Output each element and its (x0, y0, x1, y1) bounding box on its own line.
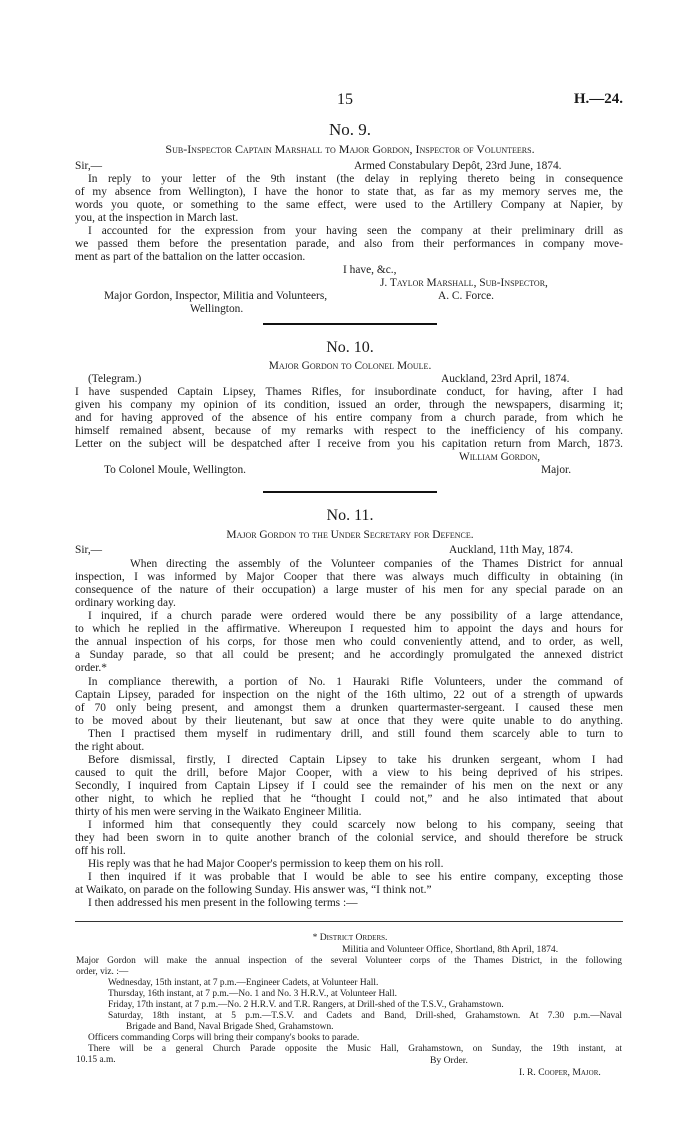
footnote-by-order: By Order. (430, 1055, 468, 1066)
letter-9-addressee: Major Gordon, Inspector, Militia and Volunteers, (104, 290, 328, 302)
letter-10-signature-rank: Major. (541, 464, 572, 476)
text-line: we passed them before the presentation parade, and also from their performances in company move- (75, 238, 623, 250)
letter-10-mode: (Telegram.) (88, 373, 142, 385)
text-line: of 70 only being present, and amongst them a drunken quartermaster-sergeant. I caused these men (75, 702, 623, 714)
text-line: thirty of his men were serving in the Waikato Engineer Militia. (75, 806, 362, 818)
text-line: Thursday, 16th instant, at 7 p.m.—No. 1 and No. 3 H.R.V., at Volunteer Hall. (108, 989, 397, 999)
text-line: Friday, 17th instant, at 7 p.m.—No. 2 H.R.V. and T.R. Rangers, at Drill-shed of the T.S.V., Grahamstown. (108, 1000, 504, 1010)
text-line: at Waikato, on parade on the following Sunday. His answer was, “I think not.” (75, 884, 432, 896)
letter-9-salutation: Sir,— (75, 160, 103, 172)
letter-9-title: Sub-Inspector Captain Marshall to Major Gordon, Inspector of Volunteers. (165, 142, 535, 156)
page-number: 15 (337, 91, 353, 108)
text-line: Before dismissal, firstly, I directed Captain Lipsey to take his drunken sergeant, whom I had (88, 754, 623, 766)
text-line: Saturday, 18th instant, at 5 p.m.—T.S.V. and Cadets and Band, Drill-shed, Grahamstown. At 7.30 p.m.—Naval (108, 1011, 622, 1021)
text-line: There will be a general Church Parade opposite the Music Hall, Grahamstown, on Sunday, the 19th instant, at (88, 1044, 622, 1054)
text-line: a Sunday parade, so that all could be present; and he accordingly promulgated the annexed district (75, 649, 623, 661)
text-line: Letter on the subject will be despatched after I receive from you his capitation return from March, 1873. (75, 438, 623, 450)
text-line: order, viz. :— (76, 967, 129, 977)
text-line: off his roll. (75, 845, 126, 857)
text-line: Wednesday, 15th instant, at 7 p.m.—Engineer Cadets, at Volunteer Hall. (108, 978, 379, 988)
text-line: other night, to which he replied that he “thought I could not,” and he also intimated that about (75, 793, 623, 805)
text-line: I informed him that consequently they could scarcely now belong to his company, seeing that (88, 819, 623, 831)
text-line: Brigade and Band, Naval Brigade Shed, Grahamstown. (126, 1022, 334, 1032)
text-line: caused to quit the drill, before Major Cooper, with a view to his being deprived of his stripes. (75, 767, 623, 779)
letter-9-addressee-place: Wellington. (190, 303, 244, 315)
letter-10-signature: William Gordon, (459, 451, 541, 463)
letter-10-number: No. 10. (326, 339, 374, 356)
text-line: they had been sworn in to quite another branch of the colonial service, and should therefore be struck (75, 832, 623, 844)
text-line: to be moved about by their lieutenant, but saw at once that they were quite unable to do anything. (75, 715, 623, 727)
text-line: the right about. (75, 741, 145, 753)
text-line: consequence of the nature of their occupation) a large muster of his men for any special parade on an (75, 584, 623, 596)
text-line: and for having approved of the absence of his entire company from a church parade, from which he (75, 412, 623, 424)
text-line: His reply was that he had Major Cooper's permission to keep them on his roll. (88, 858, 444, 870)
text-line: In compliance therewith, a portion of No. 1 Hauraki Rifle Volunteers, under the command of (88, 676, 623, 688)
text-line: I then inquired if it was probable that I would be able to see his entire company, excepting those (88, 871, 623, 883)
letter-9-signature-rank: A. C. Force. (438, 290, 494, 302)
section-divider (263, 323, 437, 325)
text-line: himself remained absent, because of my remarks with respect to the inefficiency of his company. (75, 425, 623, 437)
text-line: the annual inspection of his corps, for those men who could conveniently attend, and to order, as well, (75, 636, 623, 648)
letter-9-number: No. 9. (328, 120, 372, 139)
text-line: order.* (75, 662, 107, 674)
text-line: Captain Lipsey, paraded for inspection on the night of the 16th ultimo, 22 out of a strength of upwards (75, 689, 623, 701)
text-line: I then addressed his men present in the following terms :— (88, 897, 358, 909)
text-line: ordinary working day. (75, 597, 176, 609)
text-line: given his company my opinion of its condition, issued an order, through the newspapers, disarming it; (75, 399, 623, 411)
text-line: you, at the inspection in March last. (75, 212, 239, 224)
letter-11-location-date: Auckland, 11th May, 1874. (449, 544, 574, 556)
footnote-divider (75, 921, 623, 922)
letter-11-number: No. 11. (326, 507, 374, 524)
letter-10-location-date: Auckland, 23rd April, 1874. (441, 373, 570, 385)
text-line: inspection, I was informed by Major Cooper that there was always much difficulty in obtaining (in (75, 571, 623, 583)
text-line: I have suspended Captain Lipsey, Thames Rifles, for insubordinate conduct, for having, after I had (75, 386, 623, 398)
text-line: Officers commanding Corps will bring their company's books to parade. (88, 1033, 360, 1043)
letter-9-signature: J. Taylor Marshall, Sub-Inspector, (380, 277, 548, 289)
footnote-signature: I. R. Cooper, Major. (519, 1067, 601, 1078)
letter-10-addressee: To Colonel Moule, Wellington. (104, 464, 247, 476)
text-line: When directing the assembly of the Volunteer companies of the Thames District for annual (130, 558, 623, 570)
letter-11-title: Major Gordon to the Under Secretary for Defence. (226, 529, 474, 541)
text-line: to which he replied in the affirmative. Whereupon I requested him to appoint the days and hours for (75, 623, 623, 635)
letter-10-title: Major Gordon to Colonel Moule. (268, 360, 432, 372)
letter-11-salutation: Sir,— (75, 544, 103, 556)
document-reference: H.—24. (573, 91, 623, 107)
text-line: words you quote, or something to the same effect, were used to the Artillery Company at Napier, by (75, 199, 623, 211)
footnote-office: Militia and Volunteer Office, Shortland, 8th April, 1874. (342, 944, 559, 955)
letter-9-location-date: Armed Constabulary Depôt, 23rd June, 1874. (354, 160, 562, 172)
text-line: In reply to your letter of the 9th instant (the delay in replying thereto being in consequence (88, 173, 623, 185)
letter-9-closing: I have, &c., (343, 264, 397, 276)
text-line: I inquired, if a church parade were ordered would there be any possibility of a large attendance, (88, 610, 623, 622)
text-line: I accounted for the expression from your having seen the company at their preliminary drill as (88, 225, 623, 237)
text-line: ment as part of the battalion on the latter occasion. (75, 251, 306, 263)
text-line: of my absence from Wellington), I have the honor to state that, as far as my memory serves me, the (75, 186, 623, 198)
footnote-heading: * District Orders. (312, 932, 388, 943)
section-divider (263, 491, 437, 493)
text-line: Secondly, I inquired from Captain Lipsey if I could see the remainder of his men on the next or any (75, 780, 623, 792)
text-line: Major Gordon will make the annual inspection of the several Volunteer corps of the Thames District, in the following (76, 956, 622, 966)
text-line: 10.15 a.m. (76, 1055, 116, 1065)
text-line: Then I practised them myself in rudimentary drill, and still found them scarcely able to turn to (88, 728, 623, 740)
